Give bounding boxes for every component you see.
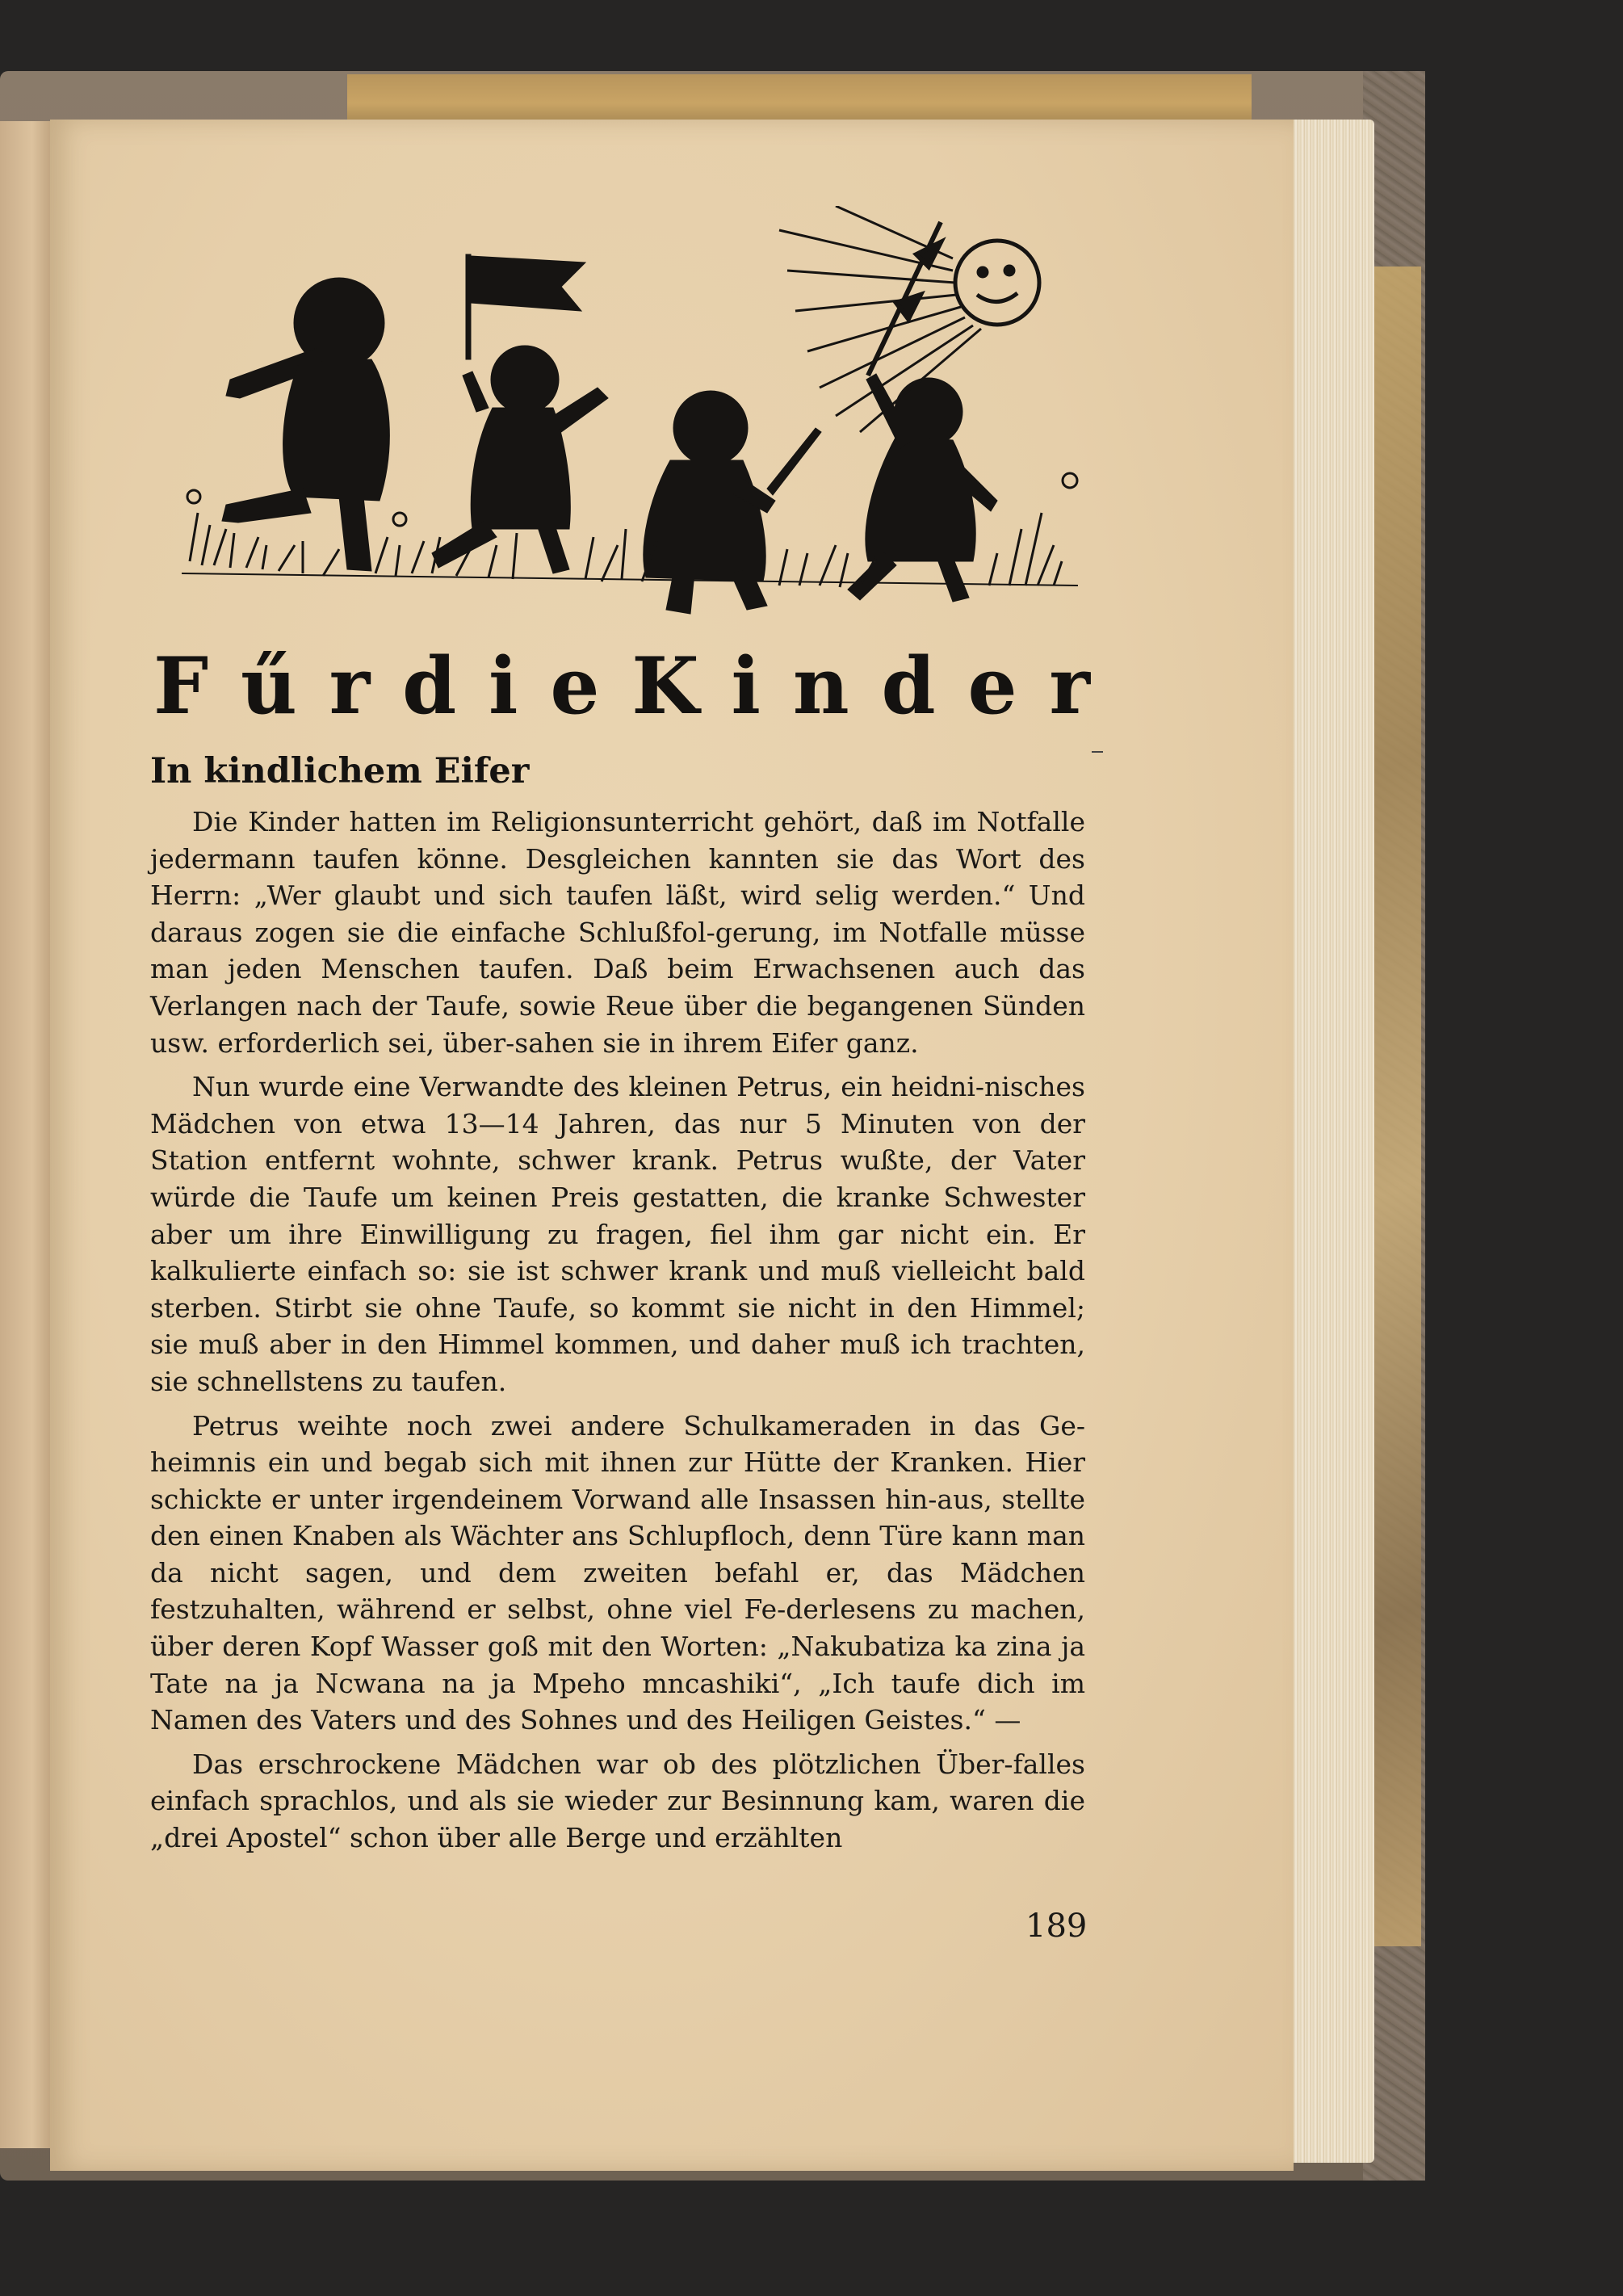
child-1-body: [283, 359, 390, 501]
paragraph: Nun wurde eine Verwandte des kleinen Petrus, ein heidni-nisches Mädchen von etwa 13—14 Jahren, das nur 5 Minuten von der Station entfernt wohnte, schwer krank. Petrus wußte, der Vater würde die Taufe um keinen Preis gestatten, die kranke Schwester aber um ihre Einwilligung zu fragen, fiel ihm gar nicht ein. Er kalkulierte einfach so: sie ist schwer krank und muß vielleicht bald sterben. Stirbt sie ohne Taufe, so kommt sie nicht in den Himmel; sie muß aber in den Himmel kommen, und daher muß ich trachten, sie schnellstens zu taufen.: [150, 1071, 1085, 1397]
child-2-arm2: [553, 388, 608, 432]
child-2-arm: [463, 371, 489, 412]
heading-letter: i: [489, 640, 518, 732]
page-heading: [153, 642, 1090, 731]
cover-top-band: [347, 74, 1252, 123]
child-4-body: [866, 436, 975, 561]
child-3-head: [673, 391, 748, 465]
child-1-leg: [222, 489, 311, 523]
child-2-body: [471, 408, 570, 529]
heading-letter: e: [967, 640, 1017, 732]
heading-letter: F: [153, 640, 209, 732]
left-page-edge: [0, 121, 53, 2148]
paragraph: Die Kinder hatten im Religionsunterricht gehört, daß im Notfalle jedermann taufen könne. Desgleichen kannten sie das Wort des Herrn: „Wer glaubt und sich taufen läßt, wird selig werden.“ Und daraus zogen sie die einfache Schlußfol-gerung, im Notfalle müsse man jeden Menschen taufen. Daß beim Erwachsenen auch das Verlangen nach der Taufe, sowie Reue über die begangenen Sünden usw. erforderlich sei, über-sahen sie in ihrem Eifer ganz.: [150, 806, 1085, 1059]
child-2-leg2: [537, 525, 569, 573]
heading-letter: e: [550, 640, 600, 732]
flag: [471, 256, 585, 311]
heading-letter: r: [1049, 640, 1090, 732]
heading-letter: d: [881, 640, 936, 732]
child-1-leg2: [339, 497, 371, 571]
child-2-head: [491, 346, 559, 413]
child-3-stick: [767, 428, 821, 495]
page-edges: [1285, 120, 1374, 2163]
page-number: 189: [1025, 1908, 1088, 1945]
children-silhouette-illustration: [166, 206, 1090, 630]
section-title: In kindlichem Eifer: [150, 751, 530, 791]
paragraph: Petrus weihte noch zwei andere Schulkameraden in das Ge-heimnis ein und begab sich mit ihnen zur Hütte der Kranken. Hier schickte er unter irgendeinem Vorwand alle Insassen hin-aus, stellte den einen Knaben als Wächter ans Schlupfloch, denn Türe kann man da nicht sagen, und dem zweiten befahl er, das Mädchen festzuhalten, während er selbst, ohne viel Fe-derlesens zu machen, über deren Kopf Wasser goß mit den Worten: „Nakubatiza ka zina ja Tate na ja Ncwana na ja Mpeho mncashiki“, „Ich taufe dich im Namen des Vaters und des Sohnes und des Heiligen Geistes.“ —: [150, 1409, 1085, 1736]
heading-letter: d: [402, 640, 457, 732]
heading-letter: K: [631, 640, 699, 732]
paragraph: Das erschrockene Mädchen war ob des plötzlichen Über-falles einfach sprachlos, und als sie wieder zur Besinnung kam, waren die „drei Apostel“ schon über alle Berge und erzählten: [150, 1748, 1085, 1854]
flag-pole: [466, 254, 471, 359]
heading-letter: n: [792, 640, 849, 732]
child-4-leg2: [937, 557, 969, 602]
child-3-body: [644, 460, 765, 581]
heading-letter: ű: [241, 640, 297, 732]
body-text: [150, 804, 1085, 1864]
margin-mark: [1092, 751, 1103, 753]
heading-letter: r: [329, 640, 371, 732]
heading-letter: i: [731, 640, 761, 732]
